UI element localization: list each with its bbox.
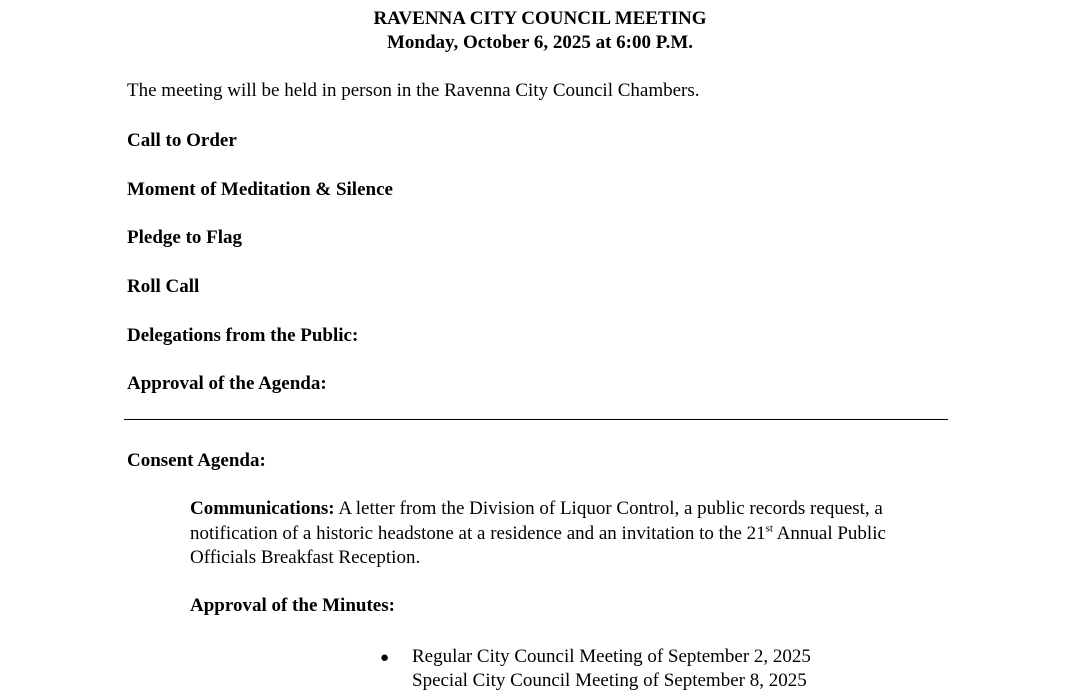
heading-moment-of-meditation: Moment of Meditation & Silence: [127, 179, 393, 200]
minutes-list-item: [380, 645, 811, 670]
communications-text: A letter from the Division of Liquor Control, a public records request, a notification of a historic headstone at a residence and an invitation to the 21: [190, 498, 883, 544]
meeting-location-note: The meeting will be held in person in the Ravenna City Council Chambers.: [127, 80, 700, 101]
meeting-title: RAVENNA CITY COUNCIL MEETING: [373, 8, 707, 29]
ordinal-suffix: st: [765, 522, 773, 535]
minutes-list-item-partial: Special City Council Meeting of September 8, 2025: [412, 670, 807, 691]
communications-paragraph: [190, 497, 930, 571]
section-divider: [124, 419, 948, 420]
heading-consent-agenda: Consent Agenda:: [127, 450, 266, 471]
meeting-date: Monday, October 6, 2025 at 6:00 P.M.: [386, 32, 694, 53]
heading-call-to-order: Call to Order: [127, 130, 237, 151]
communications-text-end: Annual Public Officials Breakfast Reception.: [190, 522, 886, 568]
heading-pledge-to-flag: Pledge to Flag: [127, 227, 243, 248]
heading-approval-of-minutes: Approval of the Minutes:: [190, 595, 395, 616]
bullet-icon: ●: [380, 650, 390, 666]
heading-roll-call: Roll Call: [127, 276, 200, 297]
heading-approval-of-agenda: Approval of the Agenda:: [127, 373, 327, 394]
heading-delegations: Delegations from the Public:: [127, 325, 359, 346]
communications-label: Communications:: [190, 498, 335, 519]
minutes-item-label: Regular City Council Meeting of September 2, 2025: [412, 646, 811, 667]
